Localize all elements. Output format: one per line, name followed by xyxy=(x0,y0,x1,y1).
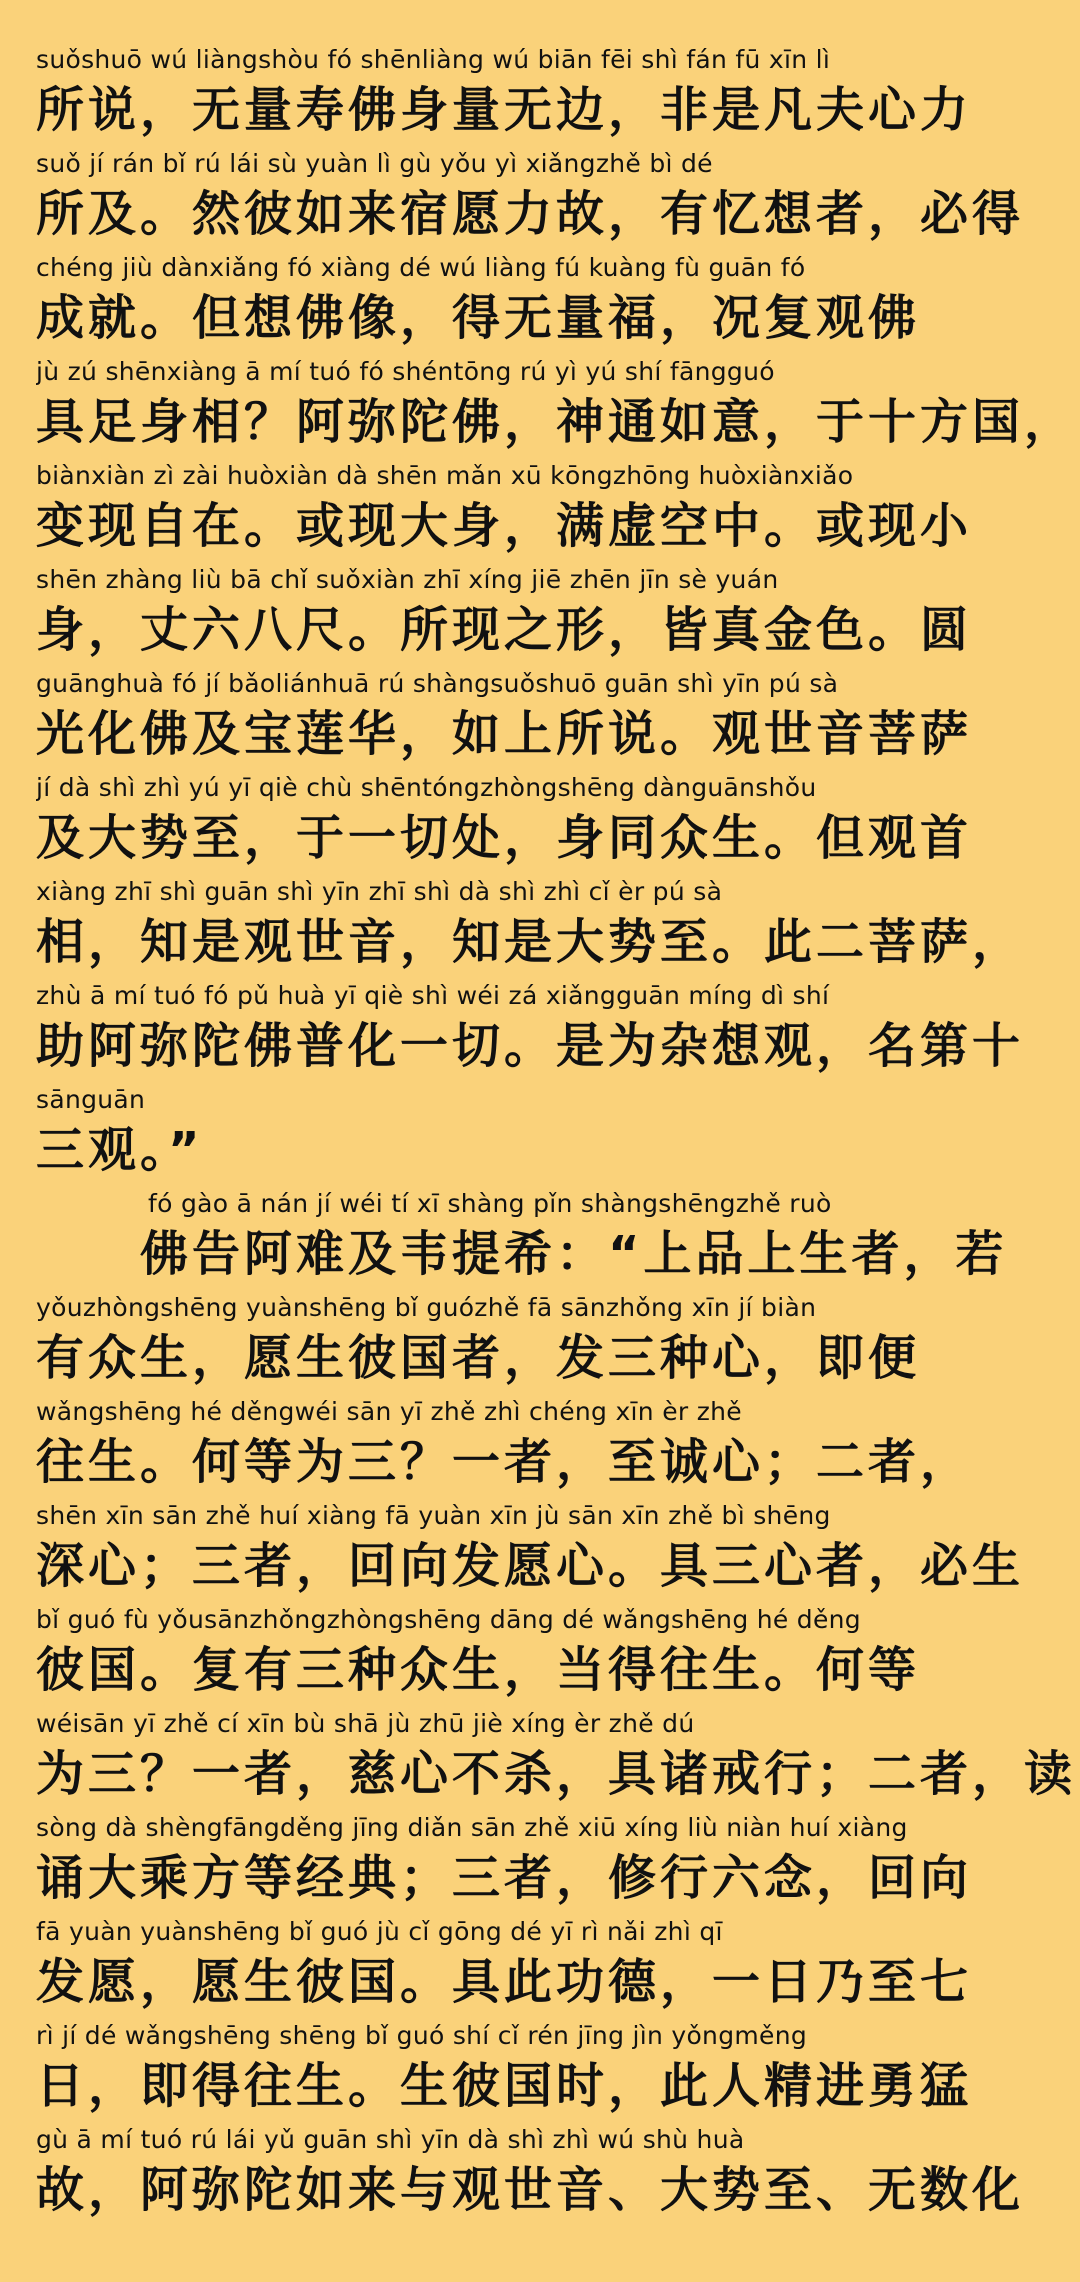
hanzi-line: 助阿弥陀佛普化一切。是为杂想观，名第十 xyxy=(36,1018,1025,1074)
pinyin-line: shēn xīn sān zhě huí xiàng fā yuàn xīn jù sān xīn zhě bì shēng xyxy=(36,1501,831,1530)
text-line-2 xyxy=(36,144,1044,248)
text-line-14 xyxy=(36,1392,1044,1496)
pinyin-line: zhù ā mí tuó fó pǔ huà yī qiè shì wéi zá xiǎngguān míng dì shí xyxy=(36,981,830,1010)
text-line-21 xyxy=(36,2120,1044,2224)
text-line-1 xyxy=(36,40,1044,144)
hanzi-line: 所说，无量寿佛身量无边，非是凡夫心力 xyxy=(36,82,973,138)
pinyin-line: shēn zhàng liù bā chǐ suǒxiàn zhī xíng jiē zhēn jīn sè yuán xyxy=(36,565,779,594)
text-line-20 xyxy=(36,2016,1044,2120)
text-line-6 xyxy=(36,560,1044,664)
hanzi-line: 成就。但想佛像，得无量福，况复观佛 xyxy=(36,290,921,346)
pinyin-line: jí dà shì zhì yú yī qiè chù shēntóngzhòngshēng dànguānshǒu xyxy=(36,773,817,802)
hanzi-line: 彼国。复有三种众生，当得往生。何等 xyxy=(36,1642,921,1698)
text-line-11 xyxy=(36,1080,1044,1184)
hanzi-line: 身，丈六八尺。所现之形，皆真金色。圆 xyxy=(36,602,973,658)
text-line-3 xyxy=(36,248,1044,352)
hanzi-line: 及大势至，于一切处，身同众生。但观首 xyxy=(36,810,973,866)
text-line-13 xyxy=(36,1288,1044,1392)
pinyin-line: rì jí dé wǎngshēng shēng bǐ guó shí cǐ rén jīng jìn yǒngměng xyxy=(36,2021,808,2050)
hanzi-line: 日，即得往生。生彼国时，此人精进勇猛 xyxy=(36,2058,973,2114)
pinyin-line: sānguān xyxy=(36,1085,146,1114)
hanzi-line: 所及。然彼如来宿愿力故，有忆想者，必得 xyxy=(36,186,1025,242)
hanzi-line: 三观。” xyxy=(36,1122,204,1178)
hanzi-line: 诵大乘方等经典；三者，修行六念，回向 xyxy=(36,1850,973,1906)
pinyin-line: chéng jiù dànxiǎng fó xiàng dé wú liàng fú kuàng fù guān fó xyxy=(36,253,806,282)
text-line-7 xyxy=(36,664,1044,768)
text-line-9 xyxy=(36,872,1044,976)
text-line-5 xyxy=(36,456,1044,560)
text-line-12 xyxy=(36,1184,1044,1288)
pinyin-line: xiàng zhī shì guān shì yīn zhī shì dà shì zhì cǐ èr pú sà xyxy=(36,877,723,906)
text-line-16 xyxy=(36,1600,1044,1704)
hanzi-line: 往生。何等为三？一者，至诚心；二者， xyxy=(36,1434,973,1490)
hanzi-line: 光化佛及宝莲华，如上所说。观世音菩萨 xyxy=(36,706,973,762)
pinyin-line: fā yuàn yuànshēng bǐ guó jù cǐ gōng dé yī rì nǎi zhì qī xyxy=(36,1917,723,1946)
hanzi-line: 变现自在。或现大身，满虚空中。或现小 xyxy=(36,498,973,554)
hanzi-line: 有众生，愿生彼国者，发三种心，即便 xyxy=(36,1330,921,1386)
pinyin-line: biànxiàn zì zài huòxiàn dà shēn mǎn xū kōngzhōng huòxiànxiǎo xyxy=(36,461,854,490)
text-line-19 xyxy=(36,1912,1044,2016)
pinyin-line: wéisān yī zhě cí xīn bù shā jù zhū jiè xíng èr zhě dú xyxy=(36,1709,695,1738)
hanzi-line: 发愿，愿生彼国。具此功德，一日乃至七 xyxy=(36,1954,973,2010)
pinyin-line: guānghuà fó jí bǎoliánhuā rú shàngsuǒshuō guān shì yīn pú sà xyxy=(36,669,839,698)
hanzi-line: 具足身相？阿弥陀佛，神通如意，于十方国， xyxy=(36,394,1077,450)
text-line-15 xyxy=(36,1496,1044,1600)
hanzi-line: 佛告阿难及韦提希：“上品上生者，若 xyxy=(140,1226,1008,1282)
hanzi-line: 故，阿弥陀如来与观世音、大势至、无数化 xyxy=(36,2162,1025,2218)
pinyin-line: suǒ jí rán bǐ rú lái sù yuàn lì gù yǒu yì xiǎngzhě bì dé xyxy=(36,149,713,178)
text-line-18 xyxy=(36,1808,1044,1912)
hanzi-line: 为三？一者，慈心不杀，具诸戒行；二者，读 xyxy=(36,1746,1077,1802)
hanzi-line: 相，知是观世音，知是大势至。此二菩萨， xyxy=(36,914,1025,970)
text-line-4 xyxy=(36,352,1077,456)
pinyin-line: yǒuzhòngshēng yuànshēng bǐ guózhě fā sānzhǒng xīn jí biàn xyxy=(36,1293,817,1322)
pinyin-line: suǒshuō wú liàngshòu fó shēnliàng wú biān fēi shì fán fū xīn lì xyxy=(36,45,831,74)
text-line-17 xyxy=(36,1704,1077,1808)
text-line-8 xyxy=(36,768,1044,872)
pinyin-line: gù ā mí tuó rú lái yǔ guān shì yīn dà shì zhì wú shù huà xyxy=(36,2125,745,2154)
pinyin-line: bǐ guó fù yǒusānzhǒngzhòngshēng dāng dé wǎngshēng hé děng xyxy=(36,1605,861,1634)
hanzi-line: 深心；三者，回向发愿心。具三心者，必生 xyxy=(36,1538,1025,1594)
text-line-10 xyxy=(36,976,1044,1080)
pinyin-line: sòng dà shèngfāngděng jīng diǎn sān zhě xiū xíng liù niàn huí xiàng xyxy=(36,1813,908,1842)
pinyin-line: fó gào ā nán jí wéi tí xī shàng pǐn shàngshēngzhě ruò xyxy=(148,1189,832,1218)
pinyin-line: wǎngshēng hé děngwéi sān yī zhě zhì chéng xīn èr zhě xyxy=(36,1397,742,1426)
pinyin-line: jù zú shēnxiàng ā mí tuó fó shéntōng rú yì yú shí fāngguó xyxy=(36,357,775,386)
